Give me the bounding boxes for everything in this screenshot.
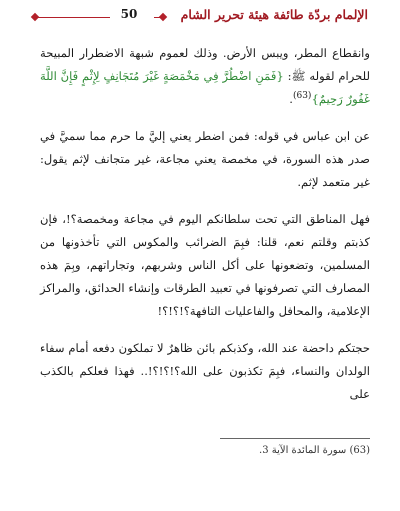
running-title: الإلمام بردّة طائفة هيئة تحرير الشام <box>180 7 368 22</box>
footnote-separator <box>220 438 370 439</box>
paragraph-4: حجتكم داحضة عند الله، وكذبكم بائن ظاهرٌ لا تملكون دفعه أمام سفاء الولدان والنساء، فبِمَ تكذبون على الله؟!؟!؟!.. فهذا فعلكم بالكذب على <box>40 341 370 401</box>
footnote: (63) سورة المائدة الآية 3. <box>259 445 370 456</box>
paragraph-1-end: . <box>289 92 293 106</box>
page-body <box>40 42 370 420</box>
footnote-ref[interactable]: (63) <box>292 91 312 102</box>
paragraph-3: فهل المناطق التي تحت سلطانكم اليوم في مجاعة ومخمصة؟!، فإن كذبتم وقلتم نعم، قلنا: فبِمَ الضرائب والمكوس التي تأخذونها من المسلمين، وتضعونها على أكل الناس وشربهم، وتجاراتهم، وبِمَ هذه المصارف التي تصرفونها في تعبيد الطرقات وإنشاء الحدائق، والمراكز الإعلامية، والمحافل والفاعليات التافهة؟!؟!؟! <box>40 212 370 318</box>
page-header <box>28 6 378 28</box>
paragraph-2: عن ابن عباس في قوله: فمن اضطر يعني إليَّ ما حرم مما سميَّ في صدر هذه السورة، في مخمصة يعني مجاعة، غير متجانف لإثم يقول: غير متعمد لإثم. <box>40 129 370 189</box>
page-number: 50 <box>120 7 138 21</box>
paragraph-1 <box>40 42 370 111</box>
header-rule-left <box>36 17 110 18</box>
paragraph-1-text: وانقطاع المطر، ويبس الأرض. وذلك لعموم شبهة الاضطرار المبيحة للحرام لقوله ﷺ: <box>40 46 370 83</box>
quran-verse: {فَمَنِ اضْطُرَّ فِي مَخْمَصَةٍ غَيْرَ مُتَجَانِفٍ لِإِثْمٍ فَإِنَّ اللَّهَ غَفُورٌ رَحِيمٌ} <box>40 69 370 106</box>
